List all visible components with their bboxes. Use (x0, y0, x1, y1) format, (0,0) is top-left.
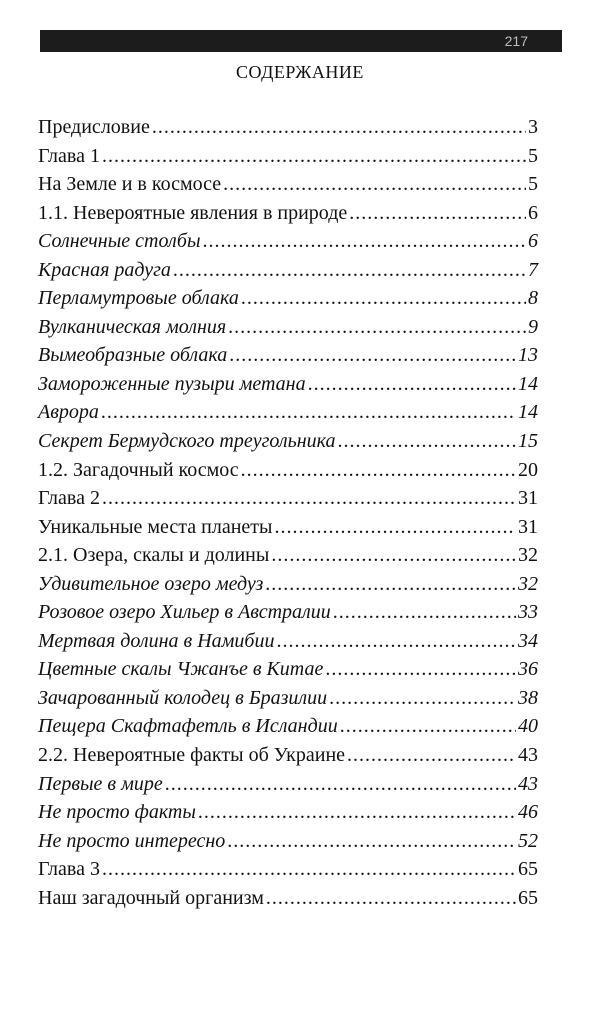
toc-entry-title: Секрет Бермудского треугольника (38, 430, 336, 453)
toc-entry[interactable] (38, 601, 538, 630)
toc-entry[interactable] (38, 773, 538, 802)
toc-entry[interactable] (38, 830, 538, 859)
toc-entry-title: Перламутровые облака (38, 287, 239, 310)
toc-entry-title: 1.1. Невероятные явления в природе (38, 201, 348, 224)
toc-entry-page: 15 (518, 430, 538, 453)
dot-leader (271, 544, 516, 567)
toc-entry-title: Глава 3 (38, 858, 100, 881)
toc-entry-page: 3 (528, 116, 538, 138)
toc-entry-title: Первые в мире (38, 772, 163, 795)
toc-entry-page: 6 (528, 201, 538, 224)
page-number: 217 (504, 33, 528, 49)
toc-entry[interactable] (38, 287, 538, 316)
dot-leader (223, 173, 526, 196)
toc-entry-title: Солнечные столбы (38, 230, 201, 253)
toc-entry-page: 6 (528, 230, 538, 253)
toc-entry-page: 36 (518, 658, 538, 681)
toc-entry[interactable] (38, 116, 538, 145)
toc-entry-title: Красная радуга (38, 258, 171, 281)
toc-entry-page: 33 (518, 601, 538, 624)
toc-entry[interactable] (38, 259, 538, 288)
toc-entry[interactable] (38, 658, 538, 687)
toc-entry-page: 7 (528, 258, 538, 281)
toc-entry[interactable] (38, 573, 538, 602)
dot-leader (340, 715, 516, 738)
toc-entry-title: Предисловие (38, 116, 150, 138)
toc-entry-page: 34 (518, 629, 538, 652)
toc-entry[interactable] (38, 344, 538, 373)
dot-leader (102, 858, 516, 881)
toc-entry-page: 43 (518, 772, 538, 795)
dot-leader (308, 373, 516, 396)
toc-entry-page: 43 (518, 744, 538, 767)
dot-leader (349, 202, 526, 225)
dot-leader (265, 573, 516, 596)
toc-entry-page: 8 (528, 287, 538, 310)
dot-leader (229, 344, 516, 367)
toc-entry-title: Пещера Скафтафетль в Исландии (38, 715, 338, 738)
toc-entry-page: 13 (518, 344, 538, 367)
toc-entry[interactable] (38, 858, 538, 887)
toc-entry-page: 5 (528, 144, 538, 167)
toc-entry[interactable] (38, 202, 538, 231)
table-of-contents (38, 116, 538, 915)
toc-entry[interactable] (38, 373, 538, 402)
toc-entry[interactable] (38, 487, 538, 516)
dot-leader (101, 401, 516, 424)
toc-entry[interactable] (38, 401, 538, 430)
toc-entry-title: Вулканическая молния (38, 315, 227, 338)
toc-entry-title: Наш загадочный организм (38, 886, 264, 909)
toc-entry-page: 32 (518, 572, 538, 595)
toc-entry-title: Аврора (38, 401, 99, 424)
toc-entry[interactable] (38, 887, 538, 916)
toc-entry[interactable] (38, 544, 538, 573)
dot-leader (266, 887, 516, 910)
toc-entry-page: 31 (518, 487, 538, 510)
toc-entry-page: 46 (518, 801, 538, 824)
toc-entry-title: Удивительное озеро медуз (38, 572, 264, 595)
toc-entry-title: Не просто факты (38, 801, 196, 824)
toc-entry-page: 14 (518, 401, 538, 424)
dot-leader (102, 487, 516, 510)
toc-entry-title: Глава 2 (38, 487, 100, 510)
toc-entry[interactable] (38, 744, 538, 773)
dot-leader (165, 773, 516, 796)
dot-leader (329, 687, 516, 710)
dot-leader (347, 744, 516, 767)
toc-entry-title: Замороженные пузыри метана (38, 372, 306, 395)
dot-leader (227, 830, 516, 853)
toc-entry[interactable] (38, 230, 538, 259)
dot-leader (198, 801, 516, 824)
dot-leader (325, 658, 516, 681)
toc-entry-page: 14 (518, 372, 538, 395)
toc-entry[interactable] (38, 687, 538, 716)
header-bar (40, 30, 562, 52)
toc-entry[interactable] (38, 145, 538, 174)
toc-entry[interactable] (38, 173, 538, 202)
toc-entry-page: 5 (528, 173, 538, 196)
toc-entry-page: 52 (518, 829, 538, 852)
dot-leader (276, 630, 516, 653)
toc-entry-title: Глава 1 (38, 144, 100, 167)
toc-entry-title: Мертвая долина в Намибии (38, 629, 275, 652)
toc-entry[interactable] (38, 630, 538, 659)
toc-entry[interactable] (38, 430, 538, 459)
dot-leader (274, 516, 516, 539)
toc-entry-title: Цветные скалы Чжанъе в Китае (38, 658, 324, 681)
toc-entry[interactable] (38, 715, 538, 744)
dot-leader (228, 316, 526, 339)
dot-leader (203, 230, 526, 253)
dot-leader (173, 259, 526, 282)
toc-entry-title: Розовое озеро Хильер в Австралии (38, 601, 331, 624)
toc-entry-title: Уникальные места планеты (38, 515, 273, 538)
dot-leader (338, 430, 516, 453)
toc-entry-page: 65 (518, 858, 538, 881)
toc-entry[interactable] (38, 516, 538, 545)
toc-entry-title: Зачарованный колодец в Бразилии (38, 686, 328, 709)
toc-entry[interactable] (38, 801, 538, 830)
toc-entry[interactable] (38, 316, 538, 345)
toc-entry-page: 40 (518, 715, 538, 738)
toc-entry-title: 1.2. Загадочный космос (38, 458, 239, 481)
dot-leader (102, 145, 526, 168)
toc-entry-title: На Земле и в космосе (38, 173, 222, 196)
toc-entry-page: 9 (528, 315, 538, 338)
toc-entry[interactable] (38, 459, 538, 488)
toc-entry-title: 2.1. Озера, скалы и долины (38, 544, 270, 567)
toc-entry-title: Не просто интересно (38, 829, 226, 852)
toc-entry-page: 20 (518, 458, 538, 481)
dot-leader (333, 601, 516, 624)
page-title: СОДЕРЖАНИЕ (236, 62, 364, 82)
toc-entry-title: Вымеобразные облака (38, 344, 228, 367)
toc-entry-page: 31 (518, 515, 538, 538)
toc-entry-page: 38 (518, 686, 538, 709)
toc-entry-page: 65 (518, 886, 538, 909)
dot-leader (152, 116, 526, 139)
dot-leader (241, 287, 526, 310)
toc-entry-title: 2.2. Невероятные факты об Украине (38, 744, 346, 767)
toc-entry-page: 32 (518, 544, 538, 567)
dot-leader (241, 459, 516, 482)
